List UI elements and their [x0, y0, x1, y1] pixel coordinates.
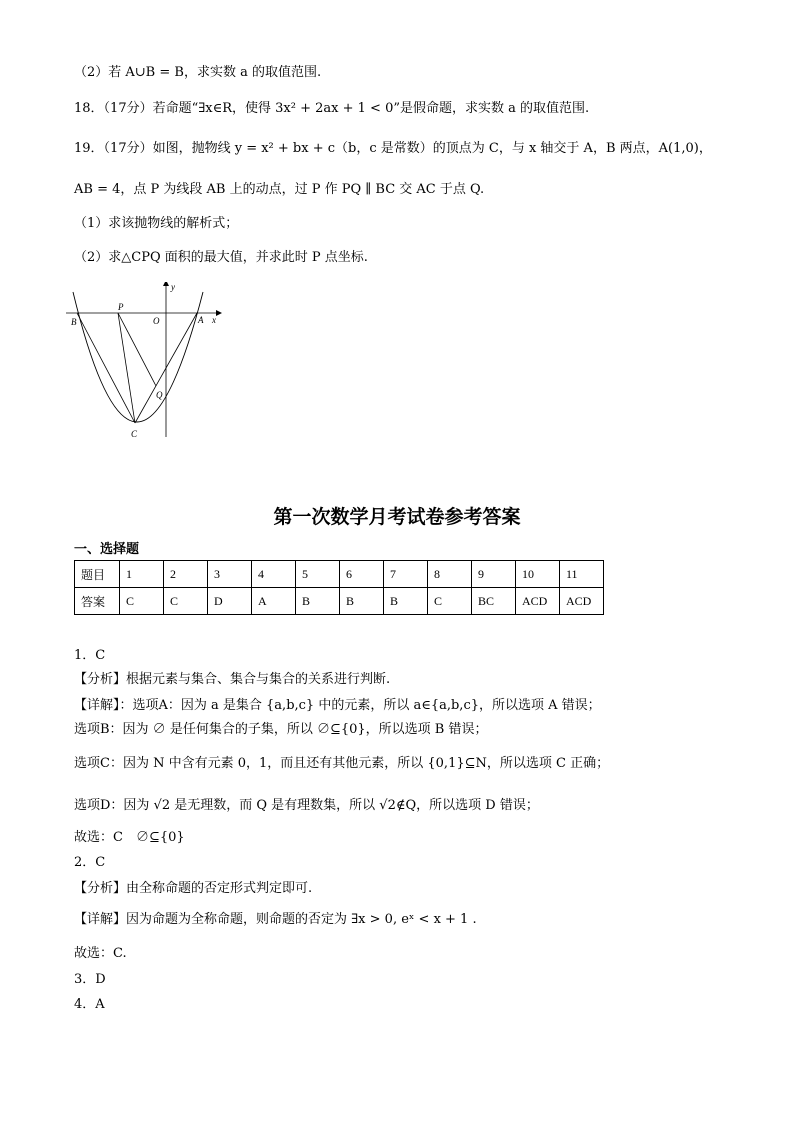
table-cell: B — [340, 588, 384, 615]
label-P: P — [118, 302, 124, 312]
solution-3-heading: 3．D — [74, 972, 106, 987]
table-cell: D — [208, 588, 252, 615]
table-header-question: 题目 — [75, 561, 120, 588]
solution-1-detail: 【详解】：选项A：因为 a 是集合 {a,b,c} 中的元素，所以 a∈{a,b,c}，所以选项 A 错误； — [74, 698, 601, 713]
table-header-answer: 答案 — [75, 588, 120, 615]
table-cell: BC — [472, 588, 516, 615]
question-19-part-2: （2）求△CPQ 面积的最大值，并求此时 P 点坐标. — [74, 250, 368, 265]
section-title-choice: 一、选择题 — [74, 542, 140, 557]
label-A: A — [198, 315, 204, 325]
solution-1-choice: 故选：C ∅⊆{0} — [74, 830, 185, 845]
label-C: C — [131, 429, 138, 439]
question-19-part-1: （1）求该抛物线的解析式； — [74, 216, 239, 231]
table-cell: 4 — [252, 561, 296, 588]
label-Q: Q — [156, 390, 163, 400]
question-19-line-2: AB = 4，点 P 为线段 AB 上的动点，过 P 作 PQ ∥ BC 交 AC 于点 Q. — [74, 182, 485, 197]
table-cell: 7 — [384, 561, 428, 588]
table-cell: 5 — [296, 561, 340, 588]
parabola-curve — [73, 292, 203, 422]
table-cell: ACD — [516, 588, 560, 615]
table-cell: C — [120, 588, 164, 615]
table-cell: A — [252, 588, 296, 615]
solution-2-detail: 【详解】因为命题为全称命题，则命题的否定为 ∃x > 0, eˣ < x + 1 . — [74, 912, 477, 927]
question-19-line-1: 19．（17分）如图，抛物线 y = x² + bx + c（b，c 是常数）的顶点为 C，与 x 轴交于 A，B 两点，A(1,0)， — [74, 141, 712, 156]
label-x: x — [212, 315, 216, 325]
table-cell: 8 — [428, 561, 472, 588]
table-cell: 3 — [208, 561, 252, 588]
table-row-answers — [75, 588, 604, 615]
table-cell: 6 — [340, 561, 384, 588]
table-cell: 2 — [164, 561, 208, 588]
table-cell: C — [164, 588, 208, 615]
table-cell: B — [296, 588, 340, 615]
label-B: B — [71, 317, 77, 327]
table-cell: 1 — [120, 561, 164, 588]
table-row-numbers — [75, 561, 604, 588]
answer-key-title: 第一次数学月考试卷参考答案 — [273, 506, 521, 528]
question-18: 18．（17分）若命题“∃x∈R，使得 3x² + 2ax + 1 < 0”是假命题，求实数 a 的取值范围. — [74, 101, 590, 116]
table-cell: 10 — [516, 561, 560, 588]
solution-1-option-b: 选项B：因为 ∅ 是任何集合的子集，所以 ∅⊆{0}，所以选项 B 错误； — [74, 722, 488, 737]
table-cell: 9 — [472, 561, 516, 588]
label-O: O — [153, 316, 160, 326]
table-cell: B — [384, 588, 428, 615]
x-arrow — [216, 310, 222, 316]
solution-1-option-d: 选项D：因为 √2 是无理数，而 Q 是有理数集，所以 √2∉Q，所以选项 D 错误； — [74, 798, 539, 813]
table-cell: ACD — [560, 588, 604, 615]
parabola-figure — [66, 282, 226, 442]
solution-1-analysis: 【分析】根据元素与集合、集合与集合的关系进行判断. — [74, 672, 391, 687]
solution-1-heading: 1．C — [74, 648, 106, 663]
solution-2-choice: 故选：C. — [74, 946, 127, 961]
y-arrow — [163, 282, 169, 286]
solution-2-analysis: 【分析】由全称命题的否定形式判定即可. — [74, 881, 313, 896]
solution-1-option-c: 选项C：因为 N 中含有元素 0，1，而且还有其他元素，所以 {0,1}⊆N，所以选项 C 正确； — [74, 756, 610, 771]
table-cell: 11 — [560, 561, 604, 588]
question-17-part-2: （2）若 A∪B = B，求实数 a 的取值范围. — [74, 65, 322, 80]
solution-4-heading: 4．A — [74, 997, 105, 1012]
answer-table — [74, 560, 604, 615]
table-cell: C — [428, 588, 472, 615]
solution-2-heading: 2．C — [74, 855, 106, 870]
label-y: y — [171, 282, 175, 292]
